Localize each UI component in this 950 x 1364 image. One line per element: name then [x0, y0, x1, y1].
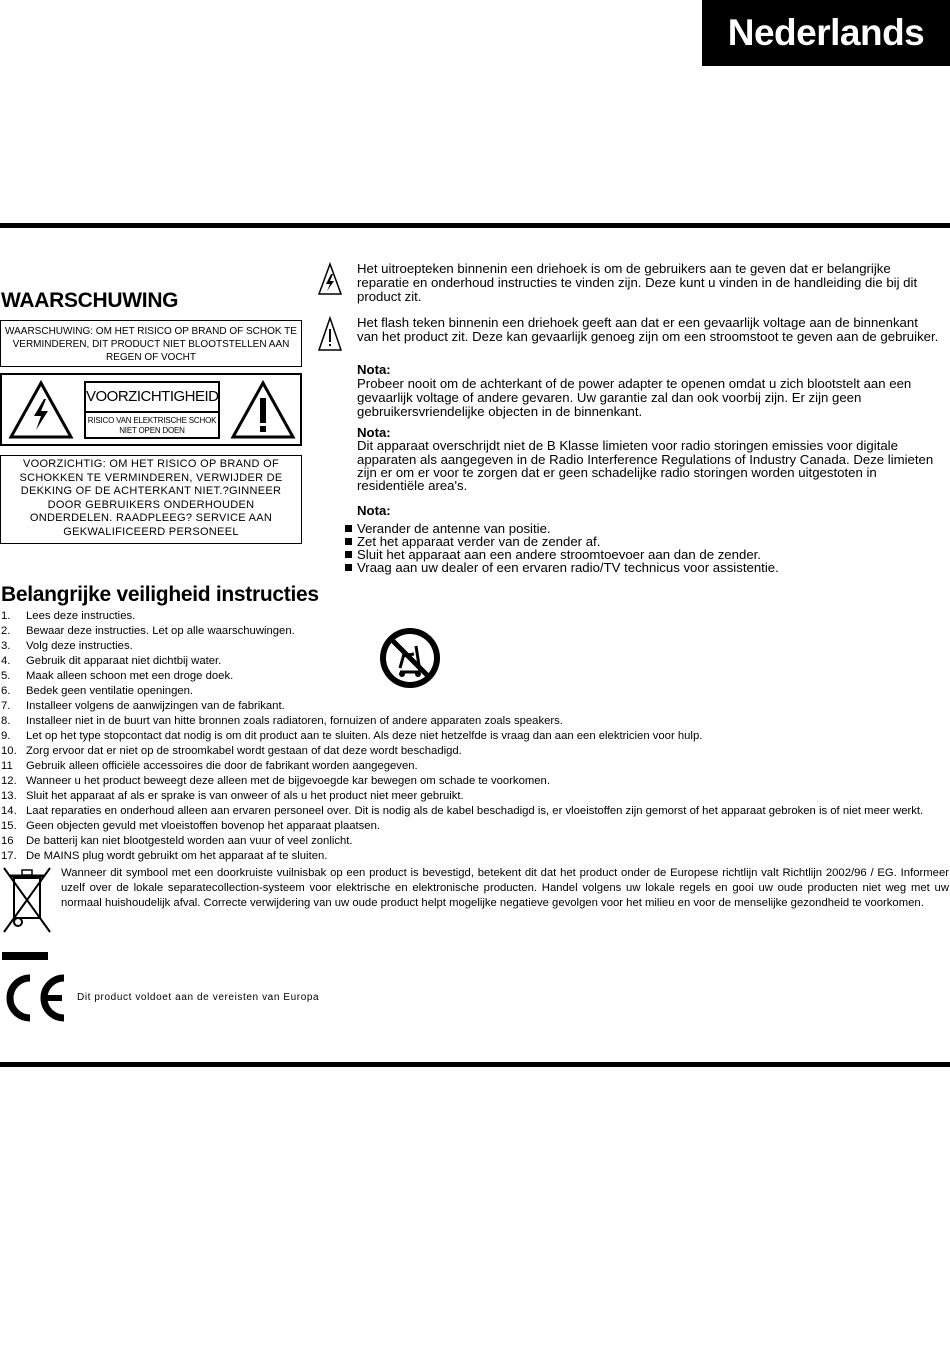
list-item: Zet het apparaat verder van de zender af. [345, 535, 600, 549]
note-body: Probeer nooit om de achterkant of de power adapter te openen omdat u zich blootstelt aan een gevaarlijk voltage of andere gevaren. Uw garantie zal dan ook voorbij zijn. Er zijn geen gebruikersvriendelijke objecten in de binnenkant. [357, 376, 912, 419]
language-badge: Nederlands [702, 0, 950, 66]
list-item: 7. Installeer volgens de aanwijzingen van de fabrikant. [1, 700, 285, 712]
list-item: 1. Lees deze instructies. [1, 610, 136, 622]
crossed-bin-icon [0, 860, 54, 942]
exclamation-triangle-small-icon [317, 316, 343, 352]
top-divider [0, 223, 950, 228]
note-heading: Nota: [357, 425, 391, 440]
flash-explanation: Het flash teken binnenin een driehoek geeft aan dat er een gevaarlijk voltage aan de binnenkant van het product zit. Deze kan gevaarlijk genoeg zijn om een stroomstoot te geven aan de gebruiker. [357, 315, 939, 344]
list-item: 3. Volg deze instructies. [1, 640, 133, 652]
safety-title: Belangrijke veiligheid instructies [1, 583, 319, 606]
exclamation-explanation: Het uitroepteken binnenin een driehoek is om de gebruikers aan te geven dat er belangrijke reparatie en onderhoud instructies te vinden zijn. Deze kunt u vinden in de handleiding die bij dit product zit. [357, 261, 918, 304]
caution-panel [84, 381, 220, 439]
lightning-triangle-small-icon [317, 262, 343, 296]
note-3 [357, 504, 942, 518]
caution-label [0, 373, 302, 446]
list-item: 14. Laat reparaties en onderhoud alleen aan ervaren personeel over. Dit is nodig als de kabel beschadigd is, er vloeistoffen zijn gemorst of het apparaat gebroken is of niet meer werkt. [1, 805, 924, 817]
list-item: 4. Gebruik dit apparaat niet dichtbij water. [1, 655, 222, 667]
list-item: 12. Wanneer u het product beweegt deze alleen met de bijgevoegde kar bewegen om schade te voorkomen. [1, 775, 550, 787]
list-item: 10. Zorg ervoor dat er niet op de stroomkabel wordt gestaan of dat deze wordt beschadigd. [1, 745, 462, 757]
ce-statement: Dit product voldoet aan de vereisten van Europa [77, 992, 320, 1003]
list-item: 11 Gebruik alleen officiële accessoires die door de fabrikant worden aangegeven. [1, 760, 418, 772]
lightning-triangle-icon [8, 380, 74, 440]
list-item: Sluit het apparaat aan een andere stroomtoevoer aan dan de zender. [345, 548, 761, 562]
list-item: 8. Installeer niet in de buurt van hitte bronnen zoals radiatoren, fornuizen of andere apparaten zoals speakers. [1, 715, 563, 727]
weee-underline [2, 952, 48, 960]
caution-subtext: RISICO VAN ELEKTRISCHE SCHOK NIET OPEN DOEN [87, 416, 217, 435]
list-item: Verander de antenne van positie. [345, 522, 551, 536]
list-item: 13. Sluit het apparaat af als er sprake is van onweer of als u het product niet meer gebruikt. [1, 790, 464, 802]
exclamation-triangle-icon [230, 380, 296, 440]
list-item: 9. Let op het type stopcontact dat nodig is om dit product aan te sluiten. Als deze niet hetzelfde is vraag dan aan een elektricien voor hulp. [1, 730, 703, 742]
weee-notice: Wanneer dit symbool met een doorkruiste vuilnisbak op een product is bevestigd, betekent dit dat het product onder de Europese richtlijn valt Richtlijn 2002/96 / EG. Informeer uzelf over de lokale separatecollection-systeem voor elektrische en elektronische producten. Handel volgens uw lokale regels en gooi uw oude producten niet weg met uw normaal huishoudelijk afval. Correcte verwijdering van uw oude product helpt mogelijke negatieve gevolgen voor het milieu en voor de menselijke gezondheid te voorkomen. [61, 867, 949, 909]
list-item: 15. Geen objecten gevuld met vloeistoffen bovenop het apparaat plaatsen. [1, 820, 381, 832]
ce-mark-icon [0, 972, 68, 1024]
note-1 [357, 363, 942, 419]
note-heading: Nota: [357, 362, 391, 377]
list-item: Vraag aan uw dealer of een ervaren radio/TV technicus voor assistentie. [345, 561, 779, 575]
safety-list [0, 609, 950, 864]
list-item: 17. De MAINS plug wordt gebruikt om het apparaat af te sluiten. [1, 850, 328, 862]
warning-title: WAARSCHUWING [1, 289, 179, 312]
note-body: Dit apparaat overschrijdt niet de B Klasse limieten voor radio storingen emissies voor digitale apparaten als aangegeven in de Radio Interference Regulations of Industry Canada. Deze limieten zijn er om er voor te zorgen dat er geen schadelijke radio storingen worden uitgestoten in residentiële area's. [357, 438, 934, 494]
list-item: 5. Maak alleen schoon met een droge doek. [1, 670, 234, 682]
caution-heading: VOORZICHTIGHEID [86, 383, 218, 413]
note-heading: Nota: [357, 503, 391, 518]
warning-box-cover: VOORZICHTIG: OM HET RISICO OP BRAND OF SCHOKKEN TE VERMINDEREN, VERWIJDER DE DEKKING OF DE ACHTERKANT NIET.?GINNEER DOOR GEBRUIKERS ONDERHOUDEN ONDERDELEN. RAADPLEEG? SERVICE AAN GEKWALIFICEERD PERSONEEL [0, 455, 302, 544]
warning-box-rain: WAARSCHUWING: OM HET RISICO OP BRAND OF SCHOK TE VERMINDEREN, DIT PRODUCT NIET BLOOTSTELLEN AAN REGEN OF VOCHT [0, 320, 302, 367]
note-2 [357, 426, 942, 492]
list-item: 6. Bedek geen ventilatie openingen. [1, 685, 194, 697]
bottom-divider [0, 1062, 950, 1067]
list-item: 2. Bewaar deze instructies. Let op alle waarschuwingen. [1, 625, 295, 637]
list-item: 16 De batterij kan niet blootgesteld worden aan vuur of veel zonlicht. [1, 835, 353, 847]
